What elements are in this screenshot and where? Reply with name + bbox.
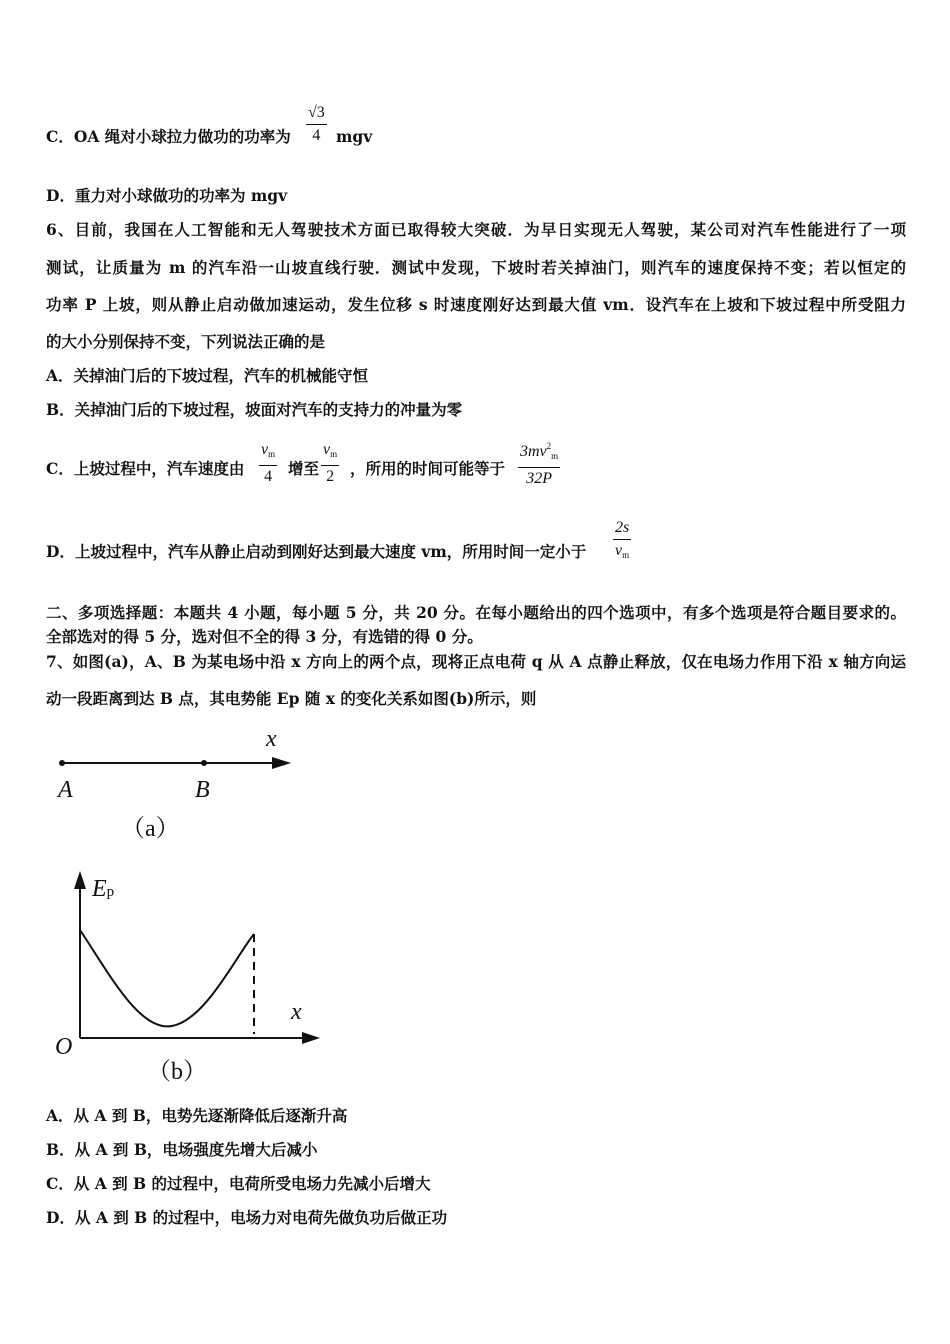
q7-option-a: A．从 A 到 B，电势先逐渐降低后逐渐升高 (46, 1106, 348, 1125)
y-arrow-head-b (74, 871, 86, 889)
q6-option-d: D．上坡过程中，汽车从静止启动到刚好达到最大速度 vm，所用时间一定小于 (46, 542, 587, 561)
fraction-vm-over-4: $\frac{v_m}{4}$ (261, 441, 276, 485)
q6-line-2: 测试，让质量为 m 的汽车沿一山坡直线行驶．测试中发现，下坡时若关掉油门，则汽车的速度保持不变；若以恒定的 (46, 258, 906, 277)
figure-b-caption: （b） (147, 1059, 207, 1085)
figure-b-x-label: x (291, 999, 302, 1025)
figure-a-caption: （a） (121, 816, 180, 842)
q7-option-d: D．从 A 到 B 的过程中，电场力对电荷先做负功后做正功 (46, 1208, 448, 1227)
fraction-2s-over-vm: $\frac{2s}{v_m}$ (615, 519, 630, 560)
figure-b-origin: O (55, 1034, 73, 1060)
arrow-head-a (272, 757, 291, 769)
q6-line-4: 的大小分别保持不变，下列说法正确的是 (46, 332, 326, 351)
q7-line-2: 动一段距离到达 B 点，其电势能 Ep 随 x 的变化关系如图(b)所示，则 (46, 689, 537, 708)
q6-line-1: 6、目前，我国在人工智能和无人驾驶技术方面已取得较大突破．为早日实现无人驾驶，某公司对汽车性能进行了一项 (46, 220, 906, 239)
option-c-q5-unit: mgv (336, 127, 373, 146)
ep-curve (80, 930, 254, 1026)
figure-b-y-label: Ep (92, 876, 115, 902)
q7-option-c: C．从 A 到 B 的过程中，电荷所受电场力先减小后增大 (46, 1174, 431, 1193)
fraction-vm-over-2: $\frac{v_m}{2}$ (323, 441, 338, 485)
figure-a-label-a: A (58, 777, 73, 803)
q7-line-1: 7、如图(a)，A、B 为某电场中沿 x 方向上的两个点，现将正点电荷 q 从 A 点静止释放，仅在电场力作用下沿 x 轴方向运 (46, 652, 906, 671)
q7-option-b: B．从 A 到 B，电场强度先增大后减小 (46, 1140, 318, 1159)
figure-a-label-b: B (195, 777, 210, 803)
q6-line-3: 功率 P 上坡，则从静止启动做加速运动，发生位移 s 时速度刚好达到最大值 vm．设汽车在上坡和下坡过程中所受阻力 (46, 295, 906, 314)
q6-option-c-post: ，所用的时间可能等于 (350, 459, 506, 478)
option-d-q5: D．重力对小球做功的功率为 mgv (46, 186, 288, 205)
figure-a-x-label: x (266, 726, 277, 752)
q6-option-c-mid: 增至 (288, 459, 320, 478)
q6-option-c-pre: C．上坡过程中，汽车速度由 (46, 459, 245, 478)
point-b-dot (201, 760, 207, 766)
option-c-q5: C．OA 绳对小球拉力做功的功率为 (46, 127, 291, 146)
point-a-dot (59, 760, 65, 766)
x-arrow-head-b (302, 1032, 320, 1044)
section-2-scoring: 全部选对的得 5 分，选对但不全的得 3 分，有选错的得 0 分。 (46, 627, 483, 646)
section-2-heading: 二、多项选择题：本题共 4 小题，每小题 5 分，共 20 分。在每小题给出的四个选项中，有多个选项是符合题目要求的。 (46, 603, 906, 622)
fraction-sqrt3-over-4: $\frac{√3}{4}$ (308, 104, 325, 144)
q6-option-b: B．关掉油门后的下坡过程，坡面对汽车的支持力的冲量为零 (46, 400, 463, 419)
fraction-3mv2-over-32p: $\frac{3mv^2_m}{32P}$ (518, 436, 560, 489)
q6-option-a: A．关掉油门后的下坡过程，汽车的机械能守恒 (46, 366, 369, 385)
